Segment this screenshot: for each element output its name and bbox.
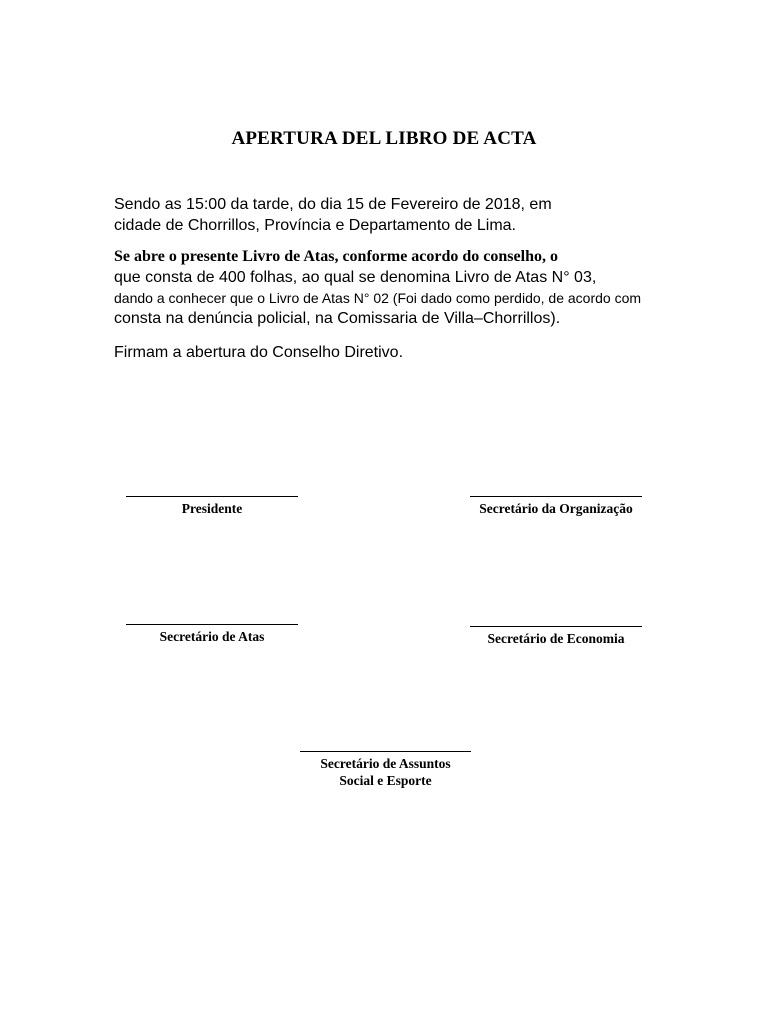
- book-description-line: Se abre o presente Livro de Atas, conforme acordo do conselho, o: [114, 248, 558, 265]
- signature-line: [126, 624, 298, 625]
- book-description-paragraph: [114, 246, 641, 329]
- signature-label: Secretário de Assuntos: [320, 756, 451, 771]
- signature-secretario-assuntos: [300, 751, 471, 789]
- signature-label: Presidente: [181, 501, 243, 516]
- book-description-line: consta na denúncia policial, na Comissaria de Villa–Chorrillos).: [114, 310, 561, 327]
- signature-line: [126, 496, 298, 497]
- signature-label: Secretário de Economia: [487, 631, 625, 646]
- signature-line: [300, 751, 471, 752]
- signature-label: Secretário da Organização: [479, 501, 633, 516]
- signature-presidente: [126, 496, 298, 517]
- signature-line: [470, 496, 642, 497]
- opening-paragraph-line: cidade de Chorrillos, Província e Departamento de Lima.: [114, 217, 516, 234]
- opening-paragraph-line: Sendo as 15:00 da tarde, do dia 15 de Fevereiro de 2018, em: [114, 196, 552, 213]
- signature-secretario-organizacao: [470, 496, 642, 517]
- closing-paragraph: Firmam a abertura do Conselho Diretivo.: [114, 344, 404, 361]
- signature-secretario-atas: [126, 624, 298, 645]
- document-title: APERTURA DEL LIBRO DE ACTA: [231, 128, 537, 149]
- signature-line: [470, 626, 642, 627]
- book-description-line: dando a conhecer que o Livro de Atas N° 02 (Foi dado como perdido, de acordo com: [114, 290, 642, 306]
- signature-secretario-economia: [470, 626, 642, 647]
- signature-label: Social e Esporte: [339, 773, 432, 788]
- signature-label: Secretário de Atas: [159, 629, 265, 644]
- book-description-line: que consta de 400 folhas, ao qual se denomina Livro de Atas N° 03,: [114, 269, 597, 286]
- opening-paragraph: [114, 194, 552, 236]
